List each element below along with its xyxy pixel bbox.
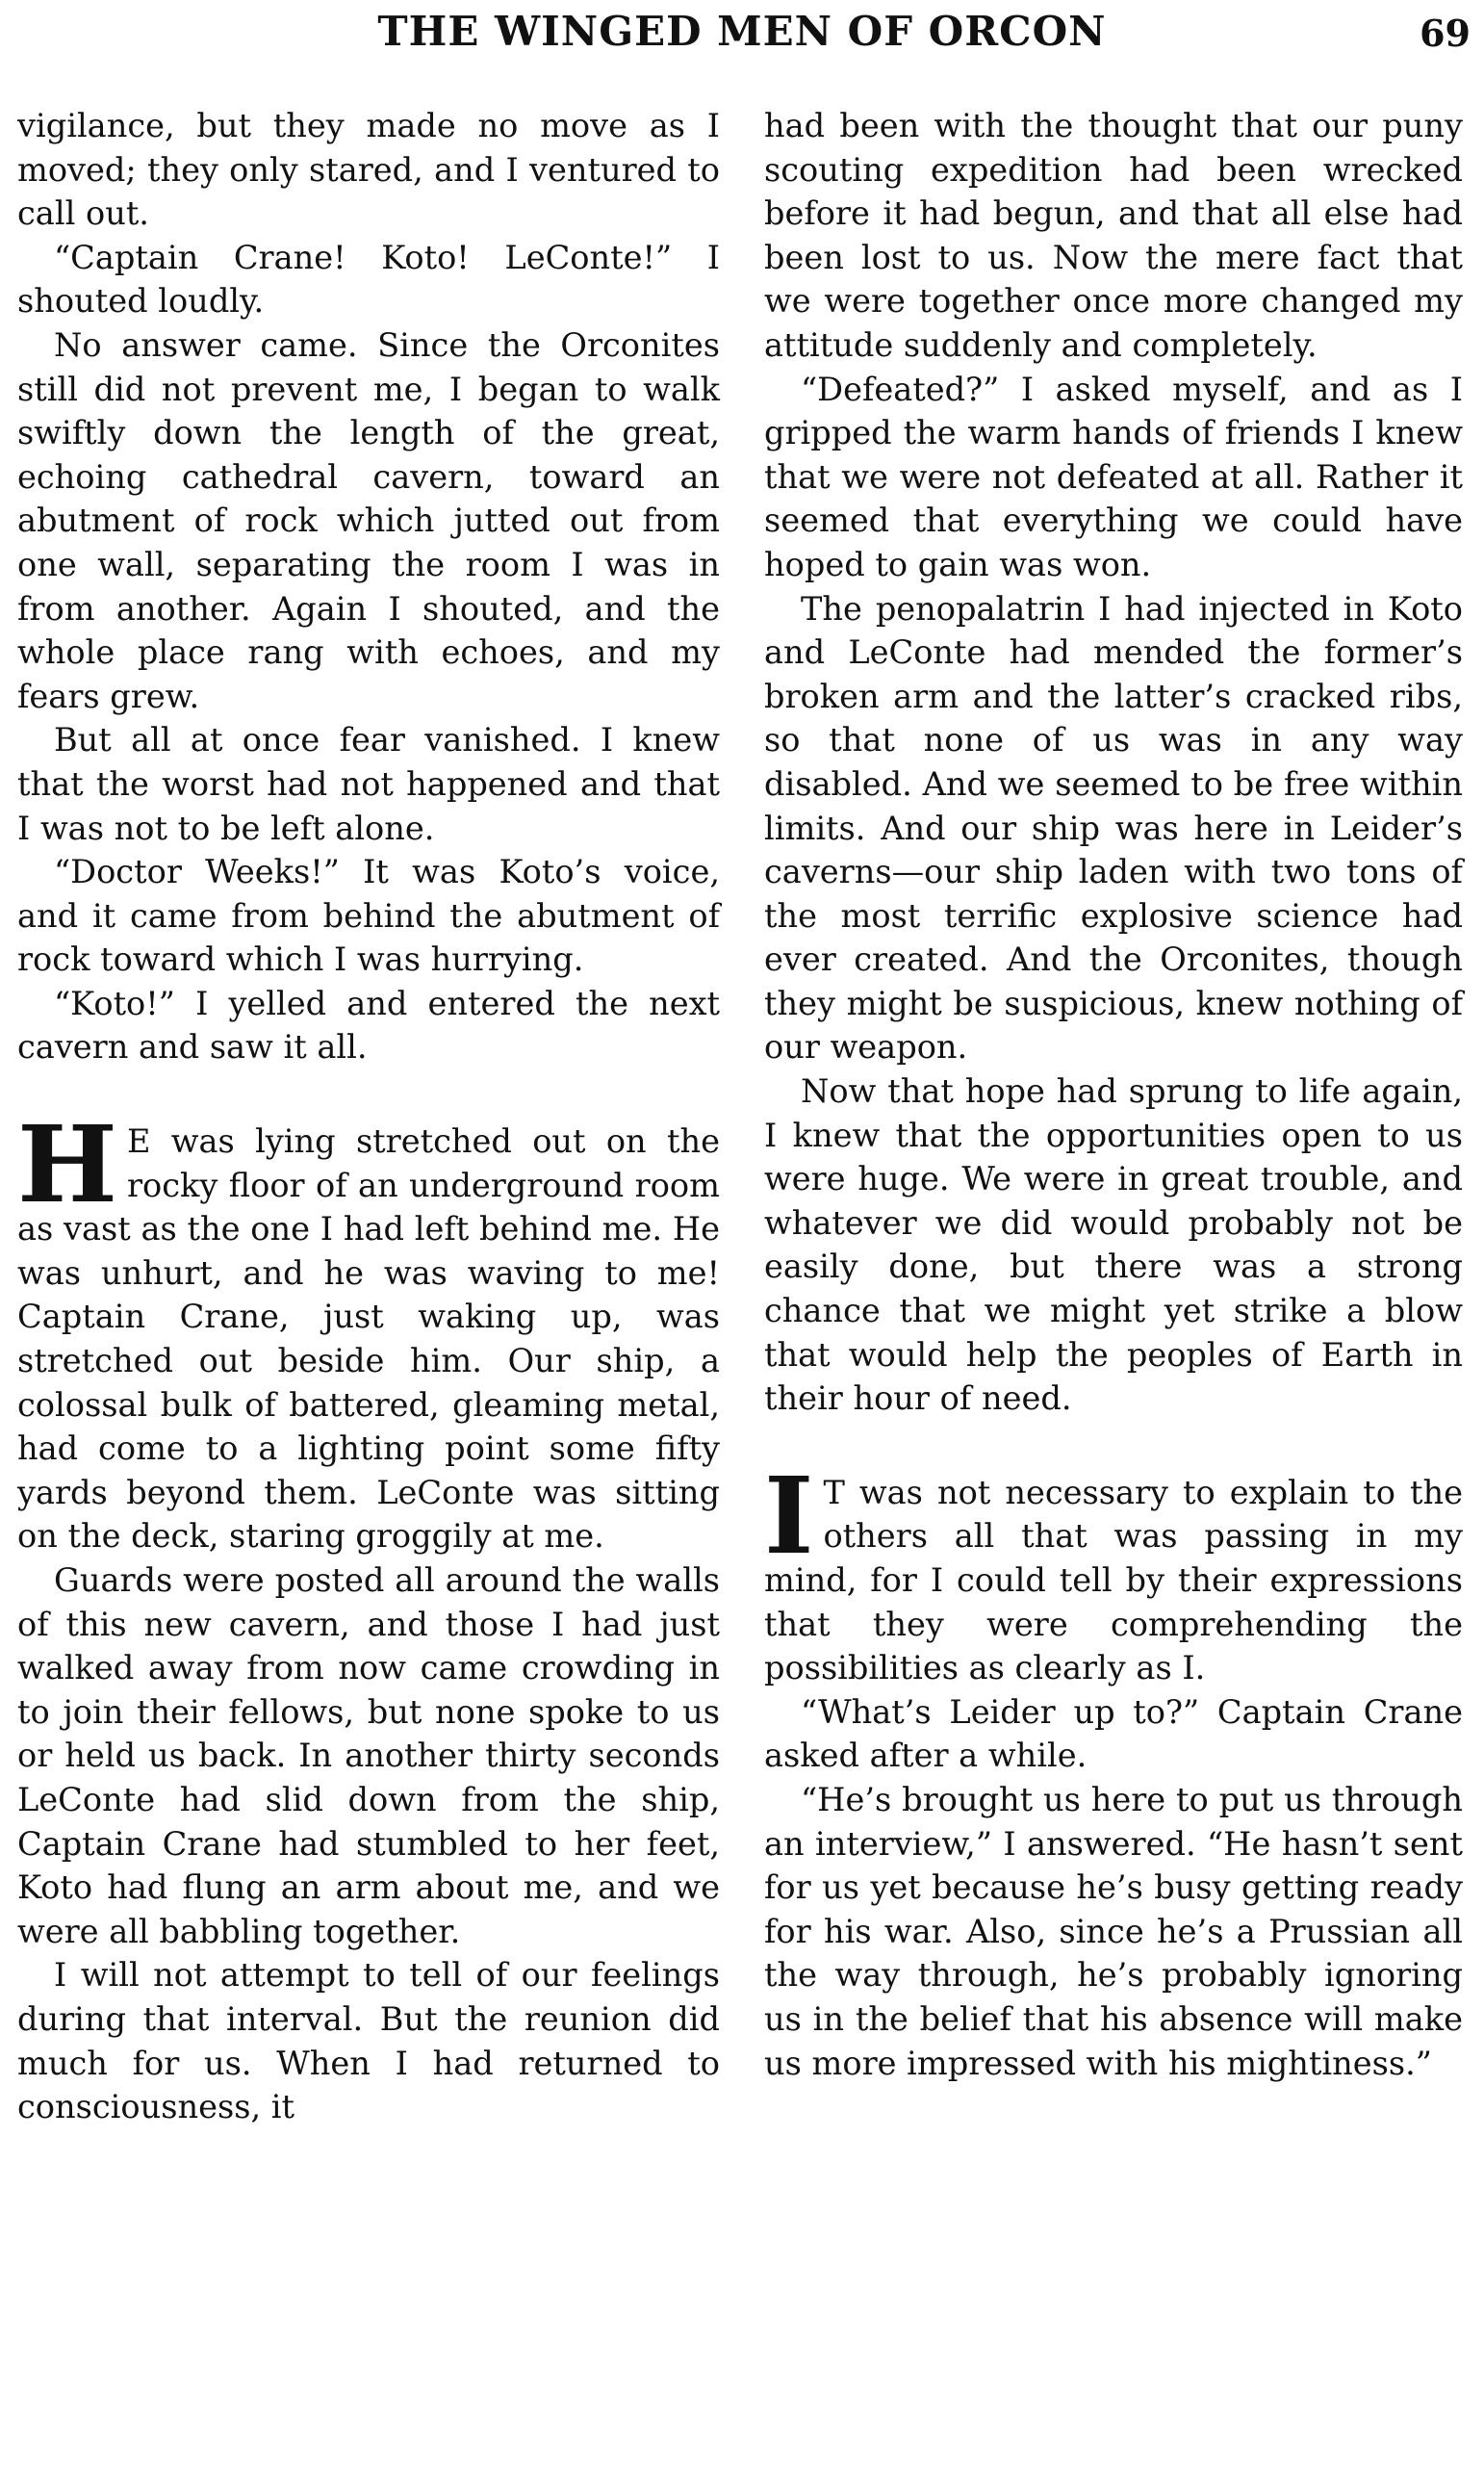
paragraph: “Captain Crane! Koto! LeConte!” I shouted loudly. [17,238,720,321]
paragraph-text: was lying stretched out on the rocky floor of an underground room as vast as the one I had left behind me. He was unhurt, and he was waving to me! Captain Crane, just waking up, was stretched out beside him. Our ship, a colossal bulk of battered, gleaming metal, had come to a lighting point some fifty yards beyond them. LeConte was sitting on the deck, staring groggily at me. [17,1122,720,1556]
page-header [0,8,1484,65]
paragraph: vigilance, but they made no move as I moved; they only stared, and I ventured to call out. [17,107,720,233]
paragraph: I will not attempt to tell of our feelings during that interval. But the reunion did much for us. When I had returned to consciousness, it [17,1956,720,2126]
paragraph: Now that hope had sprung to life again, I knew that the opportunities open to us were huge. We were in great trouble, and whatever we did would probably not be easily done, but there was a strong chance that we might yet strike a blow that would help the peoples of Earth in their hour of need. [764,1072,1463,1418]
drop-cap: I [764,1453,814,1578]
paragraph: “Koto!” I yelled and entered the next cavern and saw it all. [17,984,720,1067]
section-break [764,1421,1463,1471]
drop-cap: H [17,1102,117,1227]
paragraph: No answer came. Since the Orconites still did not prevent me, I began to walk swiftly down the length of the great, echoing cathedral cavern, toward an abutment of rock which jutted out from one wall, separating the room I was in from another. Again I shouted, and the whole place rang with echoes, and my fears grew. [17,325,720,715]
left-column [17,104,720,2129]
paragraph: had been with the thought that our puny scouting expedition had been wrecked before it had begun, and that all else had been lost to us. Now the mere fact that we were together once more changed my attitude suddenly and completely. [764,107,1463,364]
paragraph: “Doctor Weeks!” It was Koto’s voice, and it came from behind the abutment of rock toward which I was hurrying. [17,853,720,979]
lead-in: T [823,1473,845,1511]
section-opening-paragraph [764,1453,1463,1690]
section-opening-paragraph [17,1102,720,1558]
page-number: 69 [1420,12,1471,55]
section-break [17,1069,720,1120]
paragraph: Guards were posted all around the walls of this new cavern, and those I had just walked away from now came crowding in to join their fellows, but none spoke to us or held us back. In another thirty seconds LeConte had slid down from the ship, Captain Crane had stumbled to her feet, Koto had flung an arm about me, and we were all babbling together. [17,1561,720,1950]
paragraph: But all at once fear vanished. I knew that the worst had not happened and that I was not to be left alone. [17,721,720,847]
paragraph: “He’s brought us here to put us through an interview,” I answered. “He hasn’t sent for us yet because he’s busy getting ready for his war. Also, since he’s a Prussian all the way through, he’s probably ignoring us in the belief that his absence will make us more impressed with his mightiness.” [764,1780,1463,2082]
paragraph-text: was not necessary to explain to the others all that was passing in my mind, for I could tell by their expressions that they were comprehending the possibilities as clearly as I. [764,1473,1463,1687]
paragraph: “Defeated?” I asked myself, and as I gripped the warm hands of friends I knew that we were not defeated at all. Rather it seemed that everything we could have hoped to gain was won. [764,370,1463,583]
running-title: THE WINGED MEN OF ORCON [377,8,1107,55]
lead-in: E [126,1122,151,1161]
paragraph: “What’s Leider up to?” Captain Crane asked after a while. [764,1692,1463,1775]
right-column [764,104,1463,2085]
paragraph: The penopalatrin I had injected in Koto and LeConte had mended the former’s broken arm and the latter’s cracked ribs, so that none of us was in any way disabled. And we seemed to be free within limits. And our ship was here in Leider’s caverns—our ship laden with two tons of the most terrific explosive science had ever created. And the Orconites, though they might be suspicious, knew nothing of our weapon. [764,589,1463,1067]
